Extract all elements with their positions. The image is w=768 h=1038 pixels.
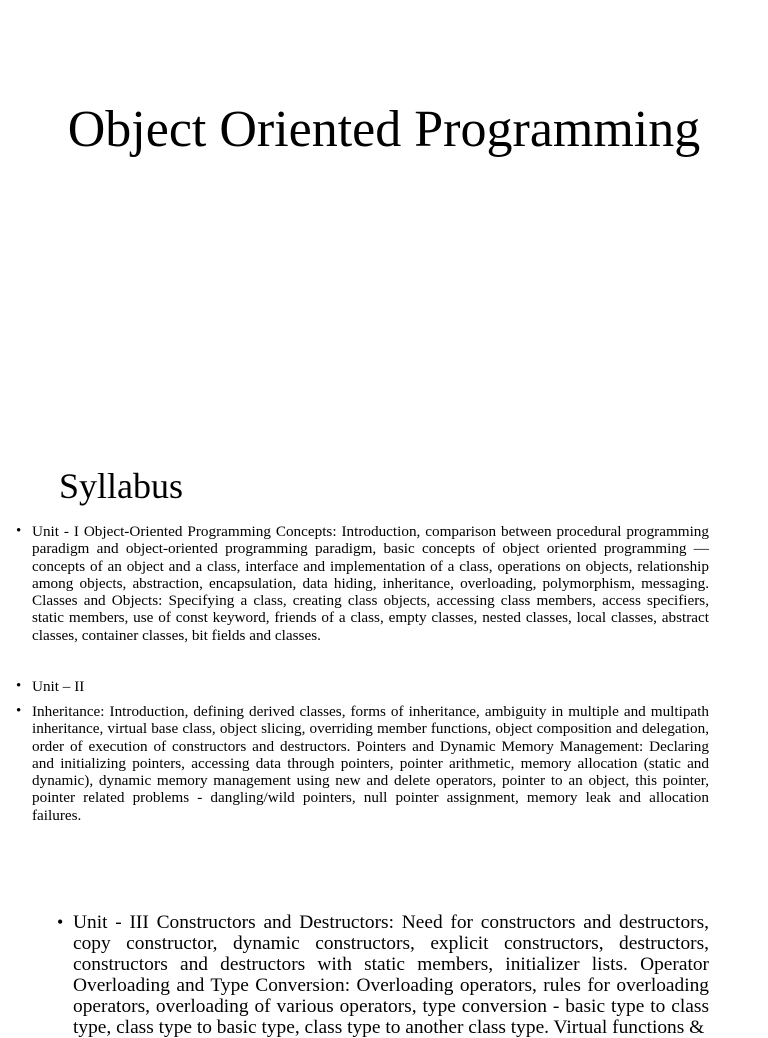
list-item-unit-3	[57, 912, 709, 1038]
list-item-text: Unit - III Constructors and Destructors: Need for constructors and destructors, copy constructor, dynamic constructors, explicit constructors, destructors, constructors and destructors with static members, initializer lists. Operator Overloading and Type Conversion: Overloading operators, rules for overloading operators, overloading of various operators, type conversion - basic type to class type, class type to basic type, class type to another class type. Virtual functions &	[73, 912, 709, 1038]
bullet-icon: •	[16, 703, 22, 719]
slide-title: Object Oriented Programming	[67, 101, 701, 158]
list-item-unit-1	[16, 523, 709, 644]
bullet-icon: •	[16, 523, 22, 539]
list-item-text: Unit - I Object-Oriented Programming Concepts: Introduction, comparison between procedural programming paradigm and object-oriented programming paradigm, basic concepts of object oriented programming — concepts of an object and a class, interface and implementation of a class, operations on objects, relationship among objects, abstraction, encapsulation, data hiding, inheritance, overloading, polymorphism, messaging. Classes and Objects: Specifying a class, creating class objects, accessing class members, access specifiers, static members, use of const keyword, friends of a class, empty classes, nested classes, local classes, abstract classes, container classes, bit fields and classes.	[32, 523, 709, 644]
list-item-text: Unit – II	[32, 678, 85, 695]
list-item-unit-2-label	[16, 678, 709, 695]
syllabus-heading: Syllabus	[59, 466, 184, 506]
list-item-unit-2	[16, 703, 709, 824]
bullet-icon: •	[57, 912, 64, 932]
bullet-icon: •	[16, 678, 22, 694]
list-item-text: Inheritance: Introduction, defining derived classes, forms of inheritance, ambiguity in multiple and multipath inheritance, virtual base class, object slicing, overriding member functions, object composition and delegation, order of execution of constructors and destructors. Pointers and Dynamic Memory Management: Declaring and initializing pointers, accessing data through pointers, pointer arithmetic, memory allocation (static and dynamic), dynamic memory management using new and delete operators, pointer to an object, this pointer, pointer related problems - dangling/wild pointers, null pointer assignment, memory leak and allocation failures.	[32, 703, 709, 824]
